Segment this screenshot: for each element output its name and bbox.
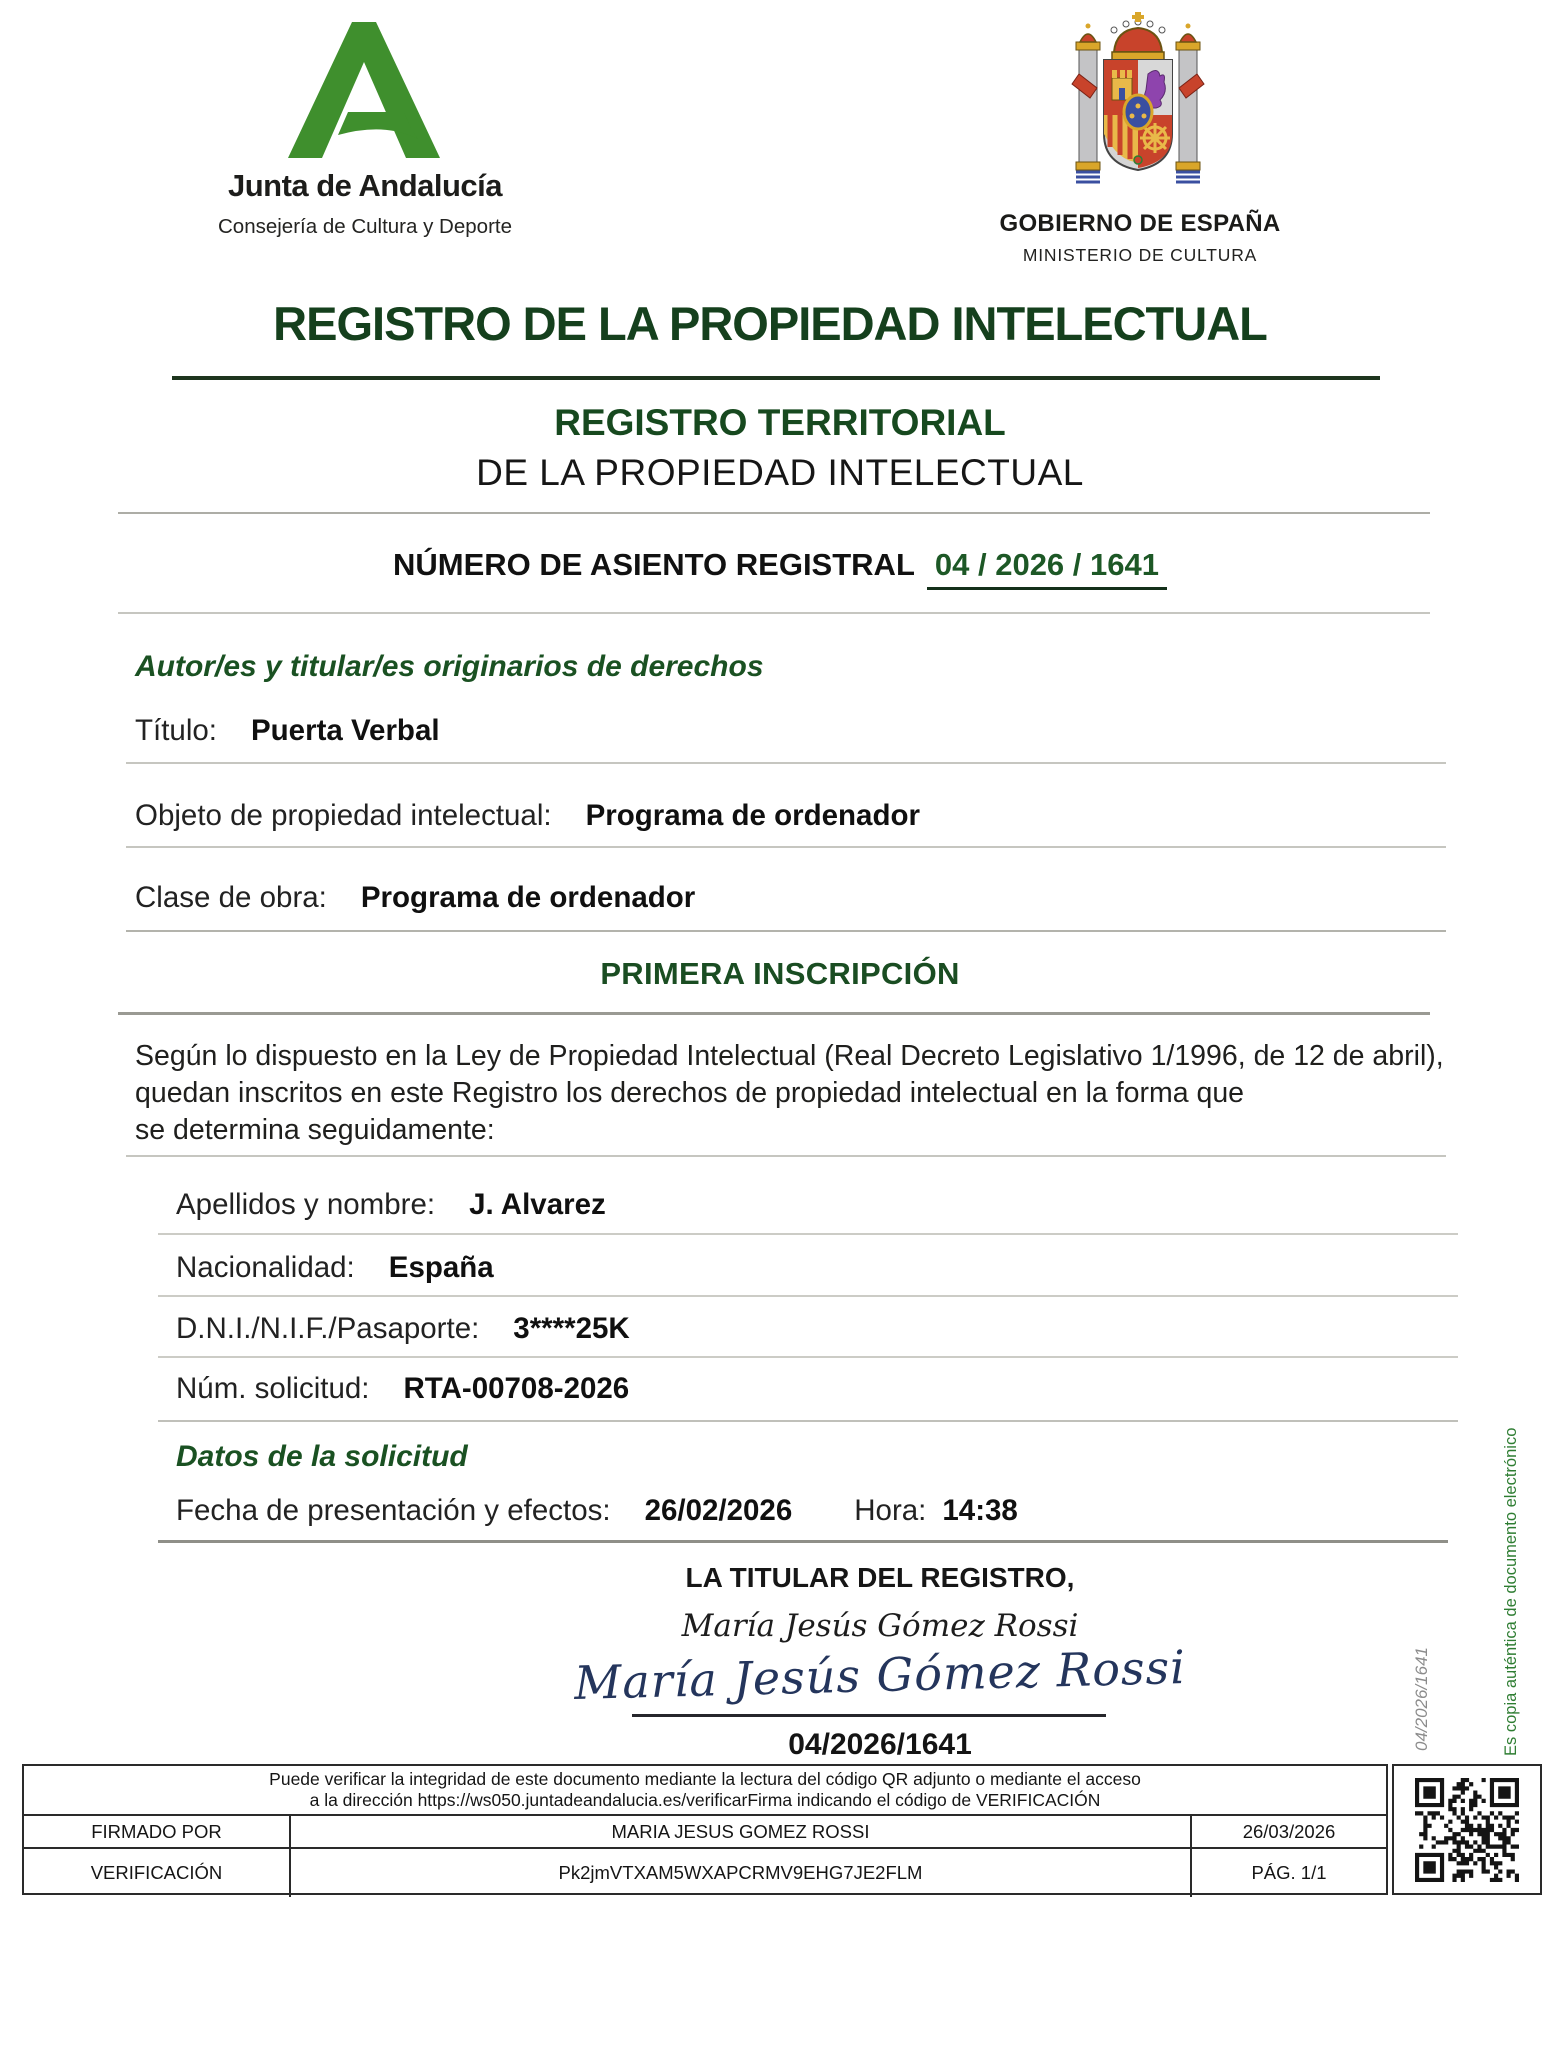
firmado-por-value: MARIA JESUS GOMEZ ROSSI: [289, 1814, 1190, 1847]
authors-section-heading: Autor/es y titular/es originarios de derechos: [135, 650, 764, 683]
hora-label: Hora:: [854, 1494, 927, 1527]
gobierno-ministry: MINISTERIO DE CULTURA: [1022, 245, 1258, 265]
registrar-title: LA TITULAR DEL REGISTRO,: [685, 1562, 1075, 1593]
junta-department: Consejería de Cultura y Deporte: [218, 215, 512, 238]
firmado-por-label: FIRMADO POR: [24, 1814, 289, 1847]
subtitle-territorial: REGISTRO TERRITORIAL: [554, 402, 1006, 443]
fecha-value: 26/02/2026: [644, 1494, 793, 1527]
field-apellidos: [176, 1188, 606, 1222]
field-label: Nacionalidad:: [176, 1251, 355, 1284]
divider: [126, 1155, 1446, 1157]
verify-line-1: Puede verificar la integridad de este documento mediante la lectura del código QR adjunto o mediante el acceso: [269, 1769, 1141, 1789]
divider: [118, 1012, 1430, 1015]
field-value: 3****25K: [513, 1312, 630, 1345]
divider: [118, 612, 1430, 614]
asiento-number: 04 / 2026 / 1641: [927, 547, 1167, 590]
divider: [158, 1420, 1458, 1422]
field-value: España: [388, 1251, 494, 1284]
paragraph-line: Según lo dispuesto en la Ley de Propiedad Intelectual (Real Decreto Legislativo 1/1996, de 12 de abril),: [135, 1040, 1444, 1072]
field-label: Título:: [135, 714, 217, 747]
hora-value: 14:38: [942, 1494, 1018, 1527]
field-solicitud: [176, 1372, 629, 1406]
divider: [126, 930, 1446, 932]
paragraph-line: se determina seguidamente:: [135, 1114, 495, 1146]
divider: [126, 846, 1446, 848]
field-label: Núm. solicitud:: [176, 1372, 370, 1405]
divider: [158, 1356, 1458, 1358]
field-label: Clase de obra:: [135, 881, 327, 914]
signature-registry-number: 04/2026/1641: [788, 1728, 972, 1761]
verify-instructions: [24, 1766, 1386, 1814]
field-label: Fecha de presentación y efectos:: [176, 1494, 611, 1527]
junta-a-logo-icon: [288, 22, 440, 158]
registrar-name: María Jesús Gómez Rossi: [681, 1608, 1079, 1644]
field-label: Apellidos y nombre:: [176, 1188, 436, 1221]
field-titulo: [135, 714, 440, 748]
paragraph-line: quedan inscritos en este Registro los derechos de propiedad intelectual en la forma que: [135, 1077, 1245, 1109]
subtitle-propiedad: DE LA PROPIEDAD INTELECTUAL: [476, 452, 1084, 493]
asiento-registral: [90, 547, 1470, 583]
field-value: RTA-00708-2026: [403, 1372, 630, 1405]
verification-table: [22, 1764, 1388, 1895]
divider: [158, 1295, 1458, 1297]
divider: [118, 512, 1430, 514]
field-value: Programa de ordenador: [360, 881, 696, 914]
field-value: Programa de ordenador: [585, 799, 920, 832]
solicitud-section-heading: Datos de la solicitud: [176, 1440, 468, 1473]
verificacion-code: Pk2jmVTXAM5WXAPCRMV9EHG7JE2FLM: [289, 1847, 1190, 1897]
field-objeto: [135, 799, 920, 833]
verificacion-label: VERIFICACIÓN: [24, 1847, 289, 1897]
firmado-date: 26/03/2026: [1190, 1814, 1386, 1847]
field-dni: [176, 1312, 630, 1346]
page-title: REGISTRO DE LA PROPIEDAD INTELECTUAL: [273, 297, 1267, 350]
page-indicator: PÁG. 1/1: [1190, 1847, 1386, 1897]
gobierno-name: GOBIERNO DE ESPAÑA: [999, 210, 1281, 237]
signature-rule: [632, 1714, 1106, 1717]
divider: [158, 1233, 1458, 1235]
title-rule: [172, 376, 1380, 380]
field-nacionalidad: [176, 1251, 494, 1285]
field-fecha: [176, 1494, 1018, 1528]
authentic-copy-note: Es copia auténtica de documento electrónico: [1502, 1427, 1520, 1756]
verify-line-2: a la dirección https://ws050.juntadeandalucia.es/verificarFirma indicando el código de VERIFICACIÓN: [309, 1790, 1101, 1810]
asiento-label: NÚMERO DE ASIENTO REGISTRAL: [393, 547, 915, 582]
junta-name: Junta de Andalucía: [227, 168, 503, 203]
legal-paragraph: [135, 1038, 1465, 1149]
field-label: Objeto de propiedad intelectual:: [135, 799, 552, 832]
side-registry-number: 04/2026/1641: [1412, 1647, 1431, 1751]
divider: [158, 1540, 1448, 1543]
field-label: D.N.I./N.I.F./Pasaporte:: [176, 1312, 480, 1345]
primera-inscripcion-heading: PRIMERA INSCRIPCIÓN: [600, 956, 960, 991]
handwritten-signature: María Jesús Gómez Rossi: [573, 1640, 1187, 1710]
spain-coat-of-arms-icon: [1064, 12, 1212, 200]
field-value: Puerta Verbal: [250, 714, 440, 747]
divider: [126, 762, 1446, 764]
qr-code: [1392, 1764, 1542, 1895]
field-value: J. Alvarez: [469, 1188, 606, 1221]
field-clase: [135, 881, 695, 915]
qr-code-icon: [1415, 1778, 1519, 1882]
